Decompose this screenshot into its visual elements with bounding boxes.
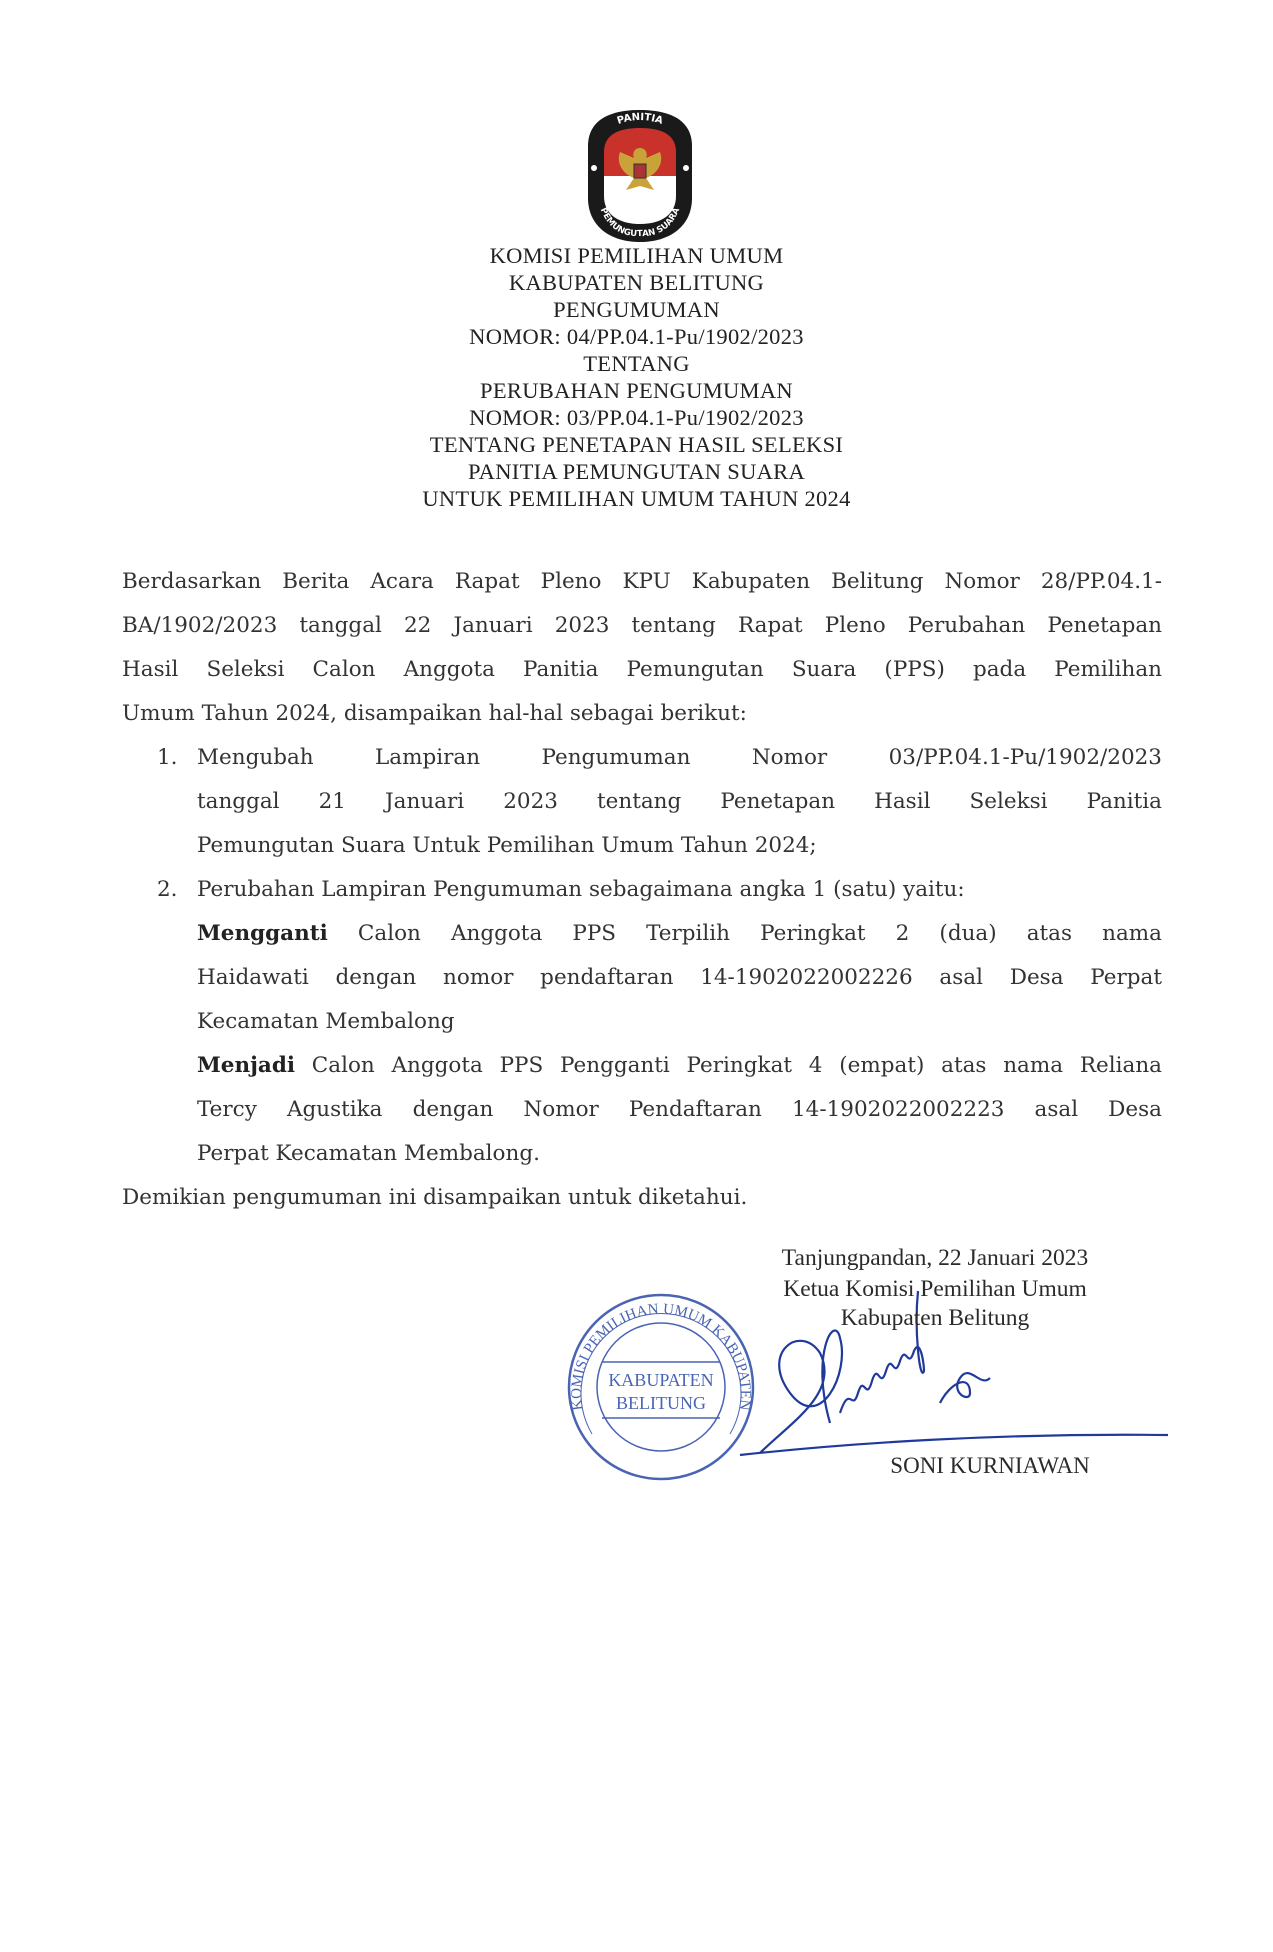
header-line: NOMOR: 04/PP.04.1-Pu/1902/2023 [469, 324, 804, 349]
header-line: PERUBAHAN PENGUMUMAN [480, 378, 793, 403]
svg-text:BELITUNG: BELITUNG [616, 1393, 706, 1413]
intro-paragraph [122, 560, 1162, 736]
signatory-name: SONI KURNIAWAN [890, 1453, 1090, 1478]
header-line: PANITIA PEMUNGUTAN SUARA [467, 459, 806, 484]
header-line: UNTUK PEMILIHAN UMUM TAHUN 2024 [422, 486, 851, 511]
text-line: Pemungutan Suara Untuk Pemilihan Umum Tahun 2024; [197, 833, 817, 858]
bold-keyword: Menjadi [197, 1053, 296, 1078]
header-line: TENTANG [583, 351, 690, 376]
bold-keyword: Mengganti [197, 921, 328, 946]
text-line: Perpat Kecamatan Membalong. [197, 1141, 540, 1166]
list-item [122, 868, 1162, 912]
signature-title: Kabupaten Belitung [840, 1305, 1030, 1331]
header-line: KABUPATEN BELITUNG [508, 270, 765, 295]
list-item [122, 736, 1162, 868]
header-line: KOMISI PEMILIHAN UMUM [489, 243, 784, 268]
svg-text:KOMISI PEMILIHAN UMUM KABUPATE: KOMISI PEMILIHAN UMUM KABUPATEN [568, 1301, 754, 1412]
signature-place-date: Tanjungpandan, 22 Januari 2023 [781, 1245, 1089, 1271]
document-body [122, 560, 1162, 1220]
svg-text:PANITIA: PANITIA [615, 111, 665, 127]
replacement-details [122, 912, 1162, 1176]
panitia-pemungutan-suara-logo [582, 106, 698, 246]
text-span: Calon Anggota PPS Pengganti Peringkat 4 (empat) atas nama Reliana [295, 1053, 1162, 1078]
closing-sentence: Demikian pengumuman ini disampaikan untuk diketahui. [122, 1185, 748, 1210]
header-line: TENTANG PENETAPAN HASIL SELEKSI [429, 432, 844, 457]
text-line: Umum Tahun 2024, disampaikan hal-hal sebagai berikut: [122, 701, 747, 726]
list-number: 1. [157, 745, 178, 770]
text-line [197, 912, 1162, 956]
text-line: Berdasarkan Berita Acara Rapat Pleno KPU Kabupaten Belitung Nomor 28/PP.04.1- [122, 569, 1162, 594]
list-number: 2. [157, 877, 178, 902]
text-line: tanggal 21 Januari 2023 tentang Penetapan Hasil Seleksi Panitia [197, 789, 1162, 814]
text-line: Mengubah Lampiran Pengumuman Nomor 03/PP.04.1-Pu/1902/2023 [197, 745, 1162, 770]
header-line: NOMOR: 03/PP.04.1-Pu/1902/2023 [469, 405, 804, 430]
text-line: Perubahan Lampiran Pengumuman sebagaimana angka 1 (satu) yaitu: [197, 877, 965, 902]
text-line [197, 1044, 1162, 1088]
text-span: Calon Anggota PPS Terpilih Peringkat 2 (dua) atas nama [327, 921, 1162, 946]
header-line: PENGUMUMAN [553, 297, 720, 322]
svg-text:KABUPATEN: KABUPATEN [608, 1370, 714, 1390]
signature-title: Ketua Komisi Pemilihan Umum [783, 1276, 1087, 1302]
text-line: Haidawati dengan nomor pendaftaran 14-1902022002226 asal Desa Perpat [197, 965, 1162, 990]
text-line: Hasil Seleksi Calon Anggota Panitia Pemungutan Suara (PPS) pada Pemilihan [122, 657, 1162, 682]
text-line: BA/1902/2023 tanggal 22 Januari 2023 tentang Rapat Pleno Perubahan Penetapan [122, 613, 1162, 638]
text-line: Kecamatan Membalong [197, 1009, 455, 1034]
svg-text:PEMUNGUTAN SUARA: PEMUNGUTAN SUARA [597, 206, 683, 240]
document-header [0, 242, 1273, 512]
text-line: Tercy Agustika dengan Nomor Pendaftaran 14-1902022002223 asal Desa [197, 1097, 1162, 1122]
